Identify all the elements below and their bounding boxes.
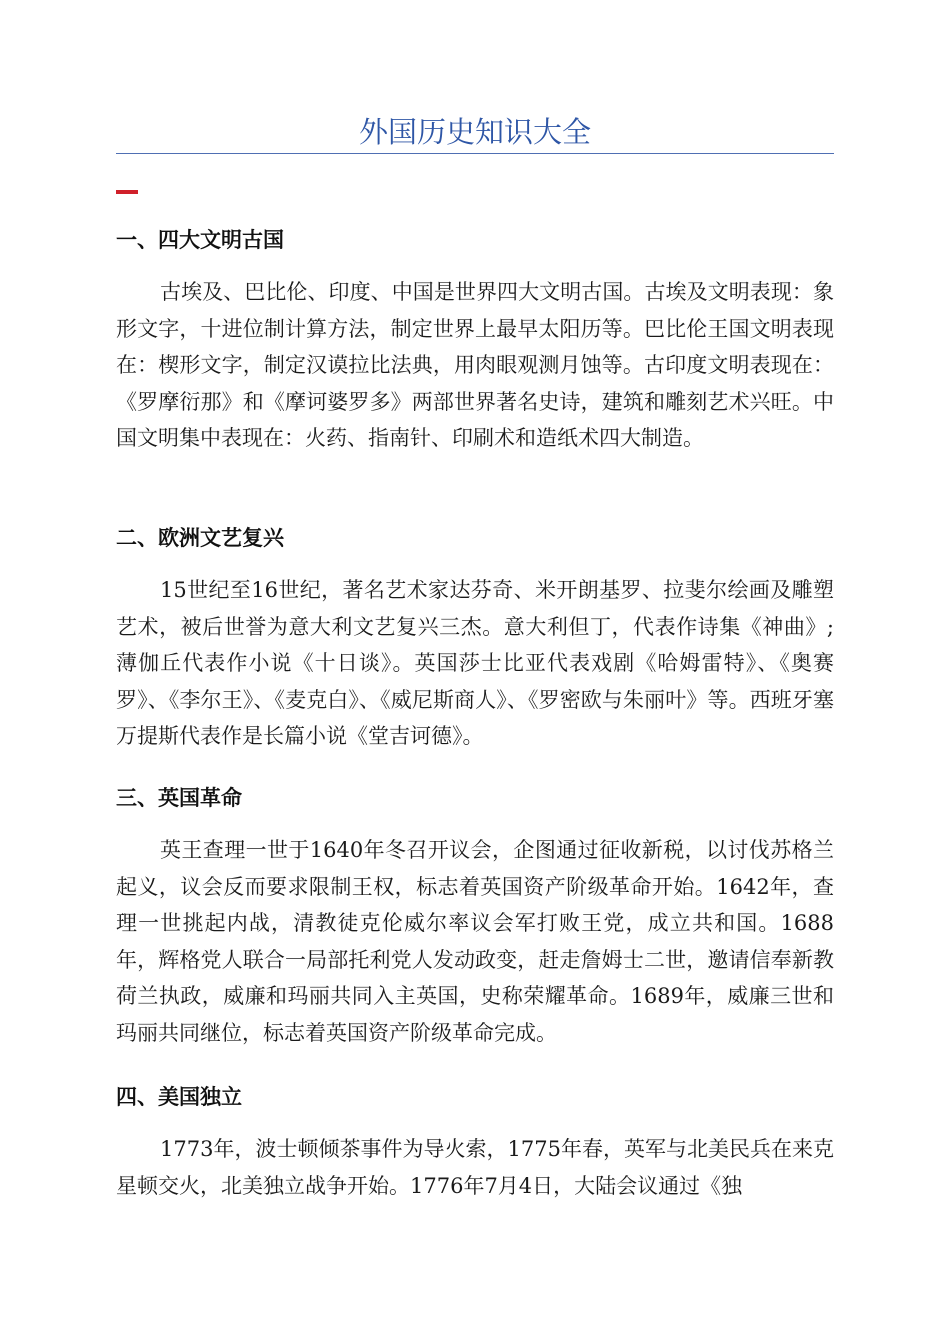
section-marker (116, 190, 138, 194)
section-four-civilizations (116, 226, 834, 457)
section-paragraph: 1773年，波士顿倾茶事件为导火索，1775年春，英军与北美民兵在来克星顿交火，北美独立战争开始。1776年7月4日，大陆会议通过《独 (116, 1137, 834, 1198)
section-heading: 一、四大文明古国 (116, 228, 284, 252)
section-paragraph: 15世纪至16世纪，著名艺术家达芬奇、米开朗基罗、拉斐尔绘画及雕塑艺术，被后世誉为意大利文艺复兴三杰。意大利但丁，代表作诗集《神曲》;薄伽丘代表作小说《十日谈》。英国莎士比亚代表戏剧《哈姆雷特》、《奥赛罗》、《李尔王》、《麦克白》、《威尼斯商人》、《罗密欧与朱丽叶》等。西班牙塞万提斯代表作是长篇小说《堂吉诃德》。 (116, 578, 834, 748)
section-renaissance (116, 524, 834, 755)
document-title: 外国历史知识大全 (358, 115, 591, 149)
section-american-independence (116, 1083, 834, 1204)
section-heading: 三、英国革命 (116, 786, 242, 810)
section-heading: 四、美国独立 (116, 1085, 242, 1109)
section-paragraph: 古埃及、巴比伦、印度、中国是世界四大文明古国。古埃及文明表现：象形文字，十进位制计算方法，制定世界上最早太阳历等。巴比伦王国文明表现在：楔形文字，制定汉谟拉比法典，用肉眼观测月蚀等。古印度文明表现在：《罗摩衍那》和《摩诃婆罗多》两部世界著名史诗，建筑和雕刻艺术兴旺。中国文明集中表现在：火药、指南针、印刷术和造纸术四大制造。 (116, 280, 834, 450)
title-underline (116, 153, 834, 154)
section-paragraph: 英王查理一世于1640年冬召开议会，企图通过征收新税，以讨伐苏格兰起义，议会反而要求限制王权，标志着英国资产阶级革命开始。1642年，查理一世挑起内战，清教徒克伦威尔率议会军打败王党，成立共和国。1688年，辉格党人联合一局部托利党人发动政变，赶走詹姆士二世，邀请信奉新教荷兰执政，威廉和玛丽共同入主英国，史称荣耀革命。1689年，威廉三世和玛丽共同继位，标志着英国资产阶级革命完成。 (116, 838, 834, 1045)
section-english-revolution (116, 784, 834, 1051)
document-page (116, 0, 834, 1344)
section-heading: 二、欧洲文艺复兴 (116, 526, 284, 550)
